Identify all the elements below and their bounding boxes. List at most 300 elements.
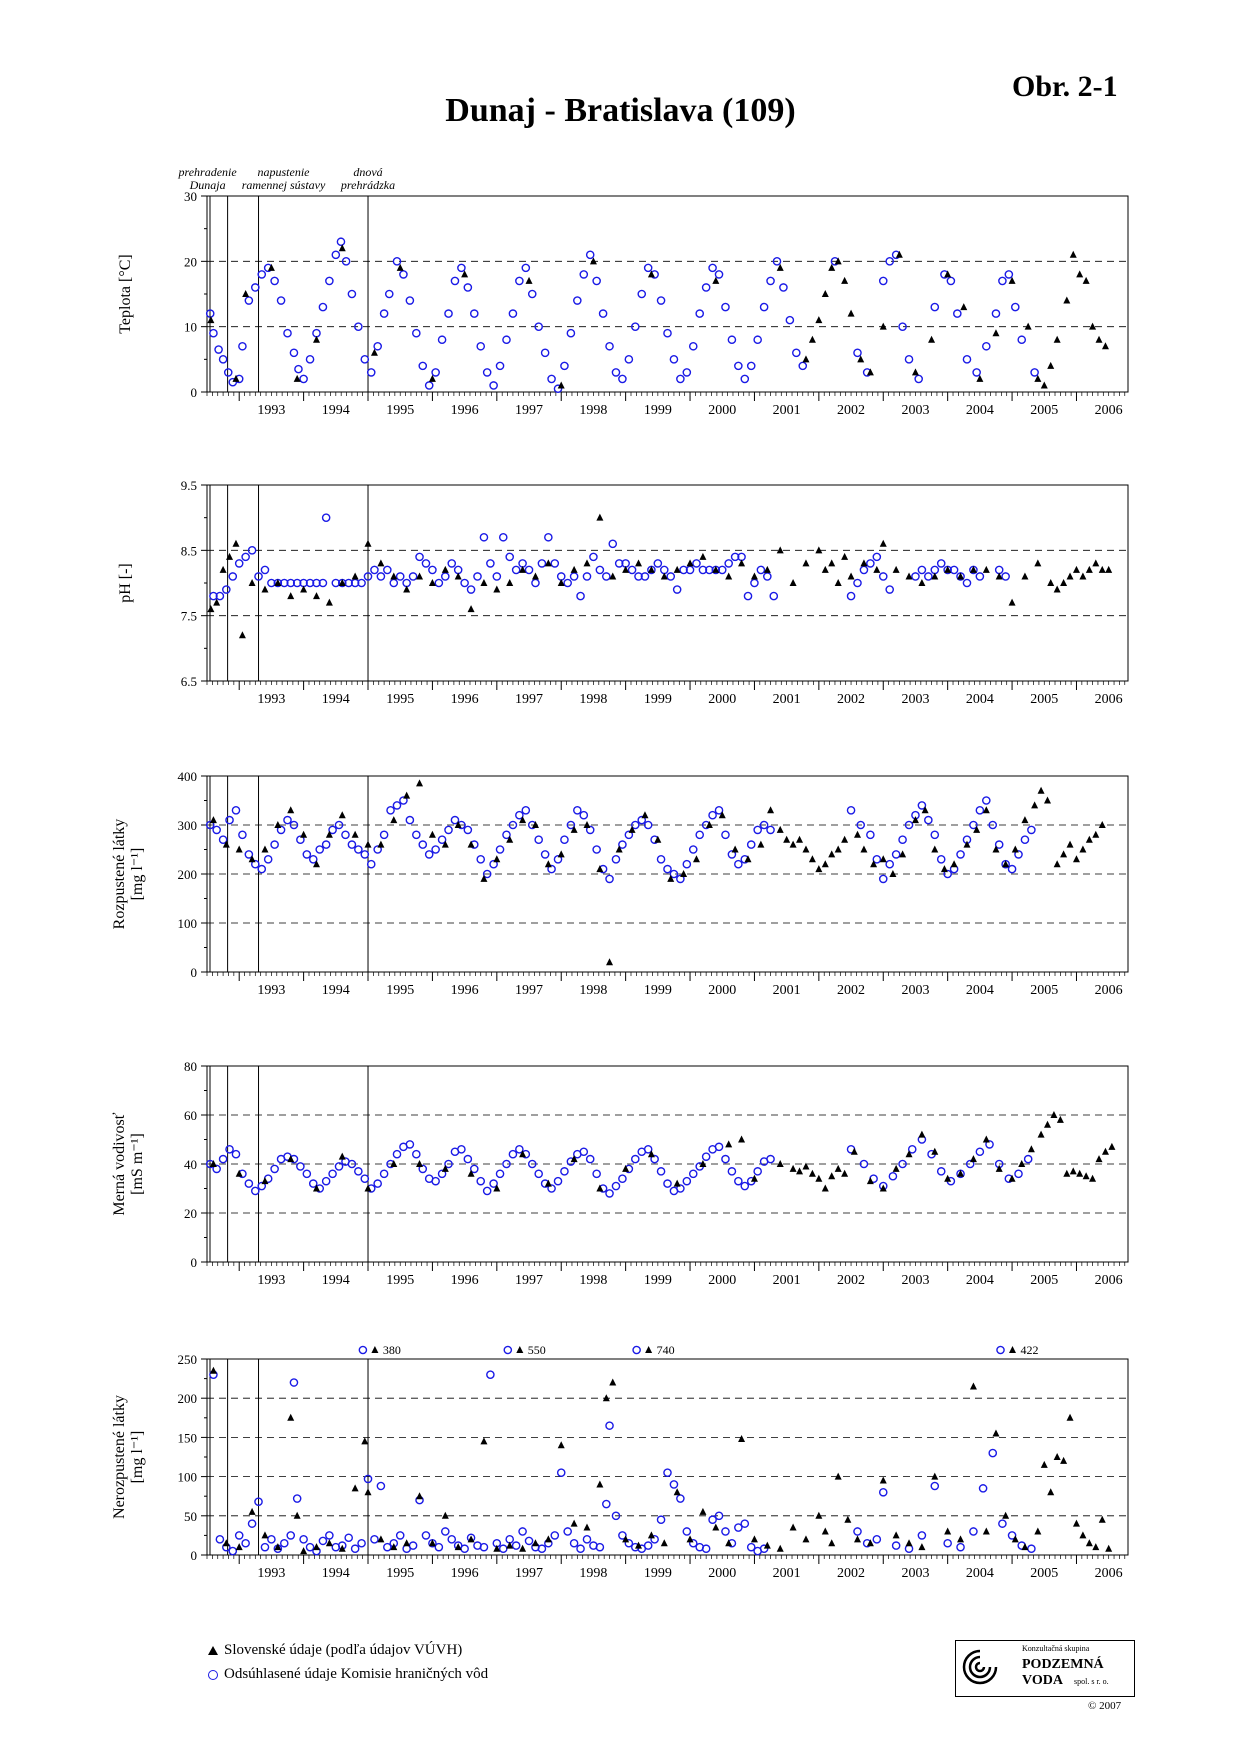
data-point-circle (261, 566, 268, 573)
data-point-circle (406, 297, 413, 304)
data-point-circle (561, 1168, 568, 1175)
x-tick-label: 1998 (579, 1273, 608, 1288)
data-point-circle (703, 1153, 710, 1160)
data-point-circle (248, 1520, 255, 1527)
data-point-triangle (1021, 572, 1028, 579)
x-tick-label: 2001 (772, 1273, 801, 1288)
data-point-circle (847, 807, 854, 814)
x-tick-label: 1999 (643, 692, 672, 707)
data-point-triangle (1047, 1488, 1054, 1495)
data-point-triangle (931, 846, 938, 853)
data-point-triangle (951, 860, 958, 867)
y-tick-label: 50 (184, 1508, 197, 1524)
data-point-triangle (468, 605, 475, 612)
data-point-circle (496, 362, 503, 369)
data-point-triangle (802, 355, 809, 362)
data-point-circle (220, 356, 227, 363)
data-point-circle (989, 1449, 996, 1456)
data-point-circle (226, 1146, 233, 1153)
data-point-circle (893, 1542, 900, 1549)
data-point-circle (223, 586, 230, 593)
data-point-circle (213, 826, 220, 833)
data-point-triangle (526, 277, 533, 284)
offscale-triangle (645, 1346, 652, 1353)
data-point-triangle (236, 846, 243, 853)
data-point-triangle (261, 1531, 268, 1538)
data-point-triangle (751, 572, 758, 579)
data-point-triangle (287, 592, 294, 599)
data-point-circle (393, 1151, 400, 1158)
data-point-triangle (242, 290, 249, 297)
data-point-circle (303, 1170, 310, 1177)
data-point-triangle (835, 846, 842, 853)
data-point-circle (438, 336, 445, 343)
offscale-label: 422 (1020, 1343, 1039, 1357)
data-point-circle (664, 1469, 671, 1476)
data-point-triangle (667, 875, 674, 882)
data-point-circle (709, 812, 716, 819)
data-point-triangle (815, 316, 822, 323)
data-point-circle (754, 826, 761, 833)
chart-panel-4 (111, 1059, 1128, 1288)
y-tick-label: 30 (184, 189, 197, 204)
data-point-triangle (777, 1160, 784, 1167)
data-point-triangle (1096, 1155, 1103, 1162)
y-tick-label: 60 (184, 1108, 197, 1123)
data-point-triangle (970, 1382, 977, 1389)
data-point-circle (261, 1544, 268, 1551)
data-point-circle (886, 586, 893, 593)
data-point-circle (535, 836, 542, 843)
data-point-circle (577, 1545, 584, 1552)
data-point-triangle (313, 860, 320, 867)
data-point-circle (1025, 1156, 1032, 1163)
data-point-triangle (545, 860, 552, 867)
offscale-label: 740 (656, 1343, 675, 1357)
data-point-circle (445, 310, 452, 317)
data-point-circle (429, 566, 436, 573)
data-point-circle (532, 579, 539, 586)
data-point-circle (561, 362, 568, 369)
data-point-triangle (390, 816, 397, 823)
data-point-triangle (815, 1512, 822, 1519)
data-point-triangle (1099, 821, 1106, 828)
data-point-triangle (352, 1484, 359, 1491)
y-tick-label: 40 (184, 1157, 197, 1172)
y-axis-label-line1: Merná vodivosť (111, 1112, 128, 1216)
data-point-circle (847, 592, 854, 599)
data-point-circle (345, 1534, 352, 1541)
data-point-triangle (738, 1136, 745, 1143)
data-point-circle (381, 310, 388, 317)
data-point-circle (1018, 336, 1025, 343)
x-tick-label: 2000 (708, 692, 737, 707)
data-point-circle (976, 1148, 983, 1155)
data-point-circle (268, 1536, 275, 1543)
data-point-circle (664, 330, 671, 337)
data-point-triangle (339, 1153, 346, 1160)
data-point-circle (277, 297, 284, 304)
data-point-triangle (480, 579, 487, 586)
data-point-circle (445, 826, 452, 833)
data-point-circle (580, 271, 587, 278)
data-point-triangle (809, 855, 816, 862)
data-point-circle (696, 310, 703, 317)
data-point-circle (757, 566, 764, 573)
y-tick-label: 400 (177, 769, 197, 784)
data-point-circle (258, 271, 265, 278)
data-point-circle (963, 579, 970, 586)
data-point-circle (938, 560, 945, 567)
data-point-triangle (442, 1512, 449, 1519)
data-point-circle (361, 356, 368, 363)
y-tick-label: 6.5 (180, 674, 197, 689)
data-point-triangle (918, 1131, 925, 1138)
x-tick-label: 2006 (1094, 1273, 1123, 1288)
data-point-circle (397, 1532, 404, 1539)
data-point-triangle (1054, 860, 1061, 867)
data-point-triangle (992, 846, 999, 853)
data-point-triangle (261, 846, 268, 853)
data-point-circle (603, 573, 610, 580)
data-point-circle (722, 303, 729, 310)
logo-mark-icon (960, 1647, 1000, 1687)
data-point-circle (416, 553, 423, 560)
data-point-circle (918, 566, 925, 573)
data-point-triangle (841, 277, 848, 284)
data-point-triangle (210, 1367, 217, 1374)
data-point-circle (477, 1178, 484, 1185)
data-point-triangle (1060, 1457, 1067, 1464)
data-point-triangle (616, 846, 623, 853)
data-point-triangle (822, 290, 829, 297)
data-point-circle (767, 1156, 774, 1163)
x-tick-label: 2004 (965, 1273, 994, 1288)
data-point-circle (925, 817, 932, 824)
data-point-triangle (835, 579, 842, 586)
data-point-circle (448, 1536, 455, 1543)
x-tick-label: 2004 (965, 1566, 994, 1581)
data-point-circle (252, 284, 259, 291)
x-tick-label: 2003 (901, 983, 930, 998)
data-point-triangle (1018, 1160, 1025, 1167)
data-point-circle (564, 579, 571, 586)
data-point-circle (493, 573, 500, 580)
data-point-circle (632, 1156, 639, 1163)
x-tick-label: 1997 (515, 1273, 544, 1288)
data-point-circle (571, 1540, 578, 1547)
data-point-triangle (893, 566, 900, 573)
chart-panel-3 (111, 769, 1128, 998)
data-point-triangle (596, 514, 603, 521)
x-tick-label: 2004 (965, 692, 994, 707)
data-point-triangle (493, 586, 500, 593)
data-point-circle (667, 573, 674, 580)
data-point-triangle (751, 1535, 758, 1542)
data-point-triangle (480, 1437, 487, 1444)
data-point-triangle (583, 821, 590, 828)
data-point-circle (992, 310, 999, 317)
plot-frame (207, 196, 1128, 392)
data-point-circle (661, 566, 668, 573)
data-point-triangle (802, 1162, 809, 1169)
y-tick-label: 100 (177, 916, 197, 931)
data-point-triangle (403, 1539, 410, 1546)
x-tick-label: 2003 (901, 403, 930, 418)
data-point-triangle (365, 1488, 372, 1495)
data-point-circle (386, 290, 393, 297)
data-point-circle (245, 297, 252, 304)
data-point-triangle (1105, 566, 1112, 573)
y-axis-label (111, 1395, 146, 1519)
data-point-circle (735, 362, 742, 369)
data-point-circle (329, 1170, 336, 1177)
data-point-circle (242, 553, 249, 560)
event-label-3: dnová (353, 165, 383, 179)
data-point-triangle (1070, 1167, 1077, 1174)
data-point-circle (319, 1537, 326, 1544)
data-point-circle (606, 875, 613, 882)
data-point-circle (419, 841, 426, 848)
data-point-circle (577, 592, 584, 599)
data-point-circle (764, 573, 771, 580)
data-point-triangle (854, 1535, 861, 1542)
copyright: © 2007 (1088, 1700, 1122, 1712)
data-point-circle (770, 592, 777, 599)
data-point-circle (767, 277, 774, 284)
event-label-1: prehradenie (178, 165, 237, 179)
data-point-circle (683, 861, 690, 868)
x-tick-label: 2006 (1094, 403, 1123, 418)
data-point-circle (374, 1180, 381, 1187)
data-point-triangle (983, 1527, 990, 1534)
data-point-triangle (300, 586, 307, 593)
data-point-triangle (851, 1148, 858, 1155)
data-point-circle (290, 1379, 297, 1386)
data-point-circle (571, 573, 578, 580)
data-point-circle (596, 566, 603, 573)
data-point-triangle (790, 1165, 797, 1172)
data-point-circle (580, 1148, 587, 1155)
data-point-circle (1012, 303, 1019, 310)
data-point-circle (313, 330, 320, 337)
x-tick-label: 1995 (386, 692, 415, 707)
data-point-circle (587, 1156, 594, 1163)
data-point-triangle (841, 836, 848, 843)
data-point-circle (542, 851, 549, 858)
x-tick-label: 1998 (579, 983, 608, 998)
data-point-circle (944, 1540, 951, 1547)
data-point-triangle (1108, 1143, 1115, 1150)
data-point-circle (442, 1528, 449, 1535)
data-point-circle (867, 831, 874, 838)
x-tick-label: 1999 (643, 1566, 672, 1581)
data-point-triangle (860, 846, 867, 853)
data-point-triangle (1041, 1461, 1048, 1468)
data-point-circle (355, 846, 362, 853)
data-point-circle (413, 1151, 420, 1158)
data-point-circle (500, 534, 507, 541)
data-point-circle (587, 251, 594, 258)
data-point-triangle (674, 1488, 681, 1495)
data-point-circle (245, 1180, 252, 1187)
y-tick-label: 10 (184, 319, 197, 335)
chart-panel-1 (117, 189, 1128, 418)
data-point-circle (403, 579, 410, 586)
data-point-circle (381, 831, 388, 838)
data-point-triangle (699, 1508, 706, 1515)
data-point-triangle (377, 559, 384, 566)
data-point-triangle (822, 860, 829, 867)
data-point-circle (220, 1156, 227, 1163)
x-tick-label: 2001 (772, 692, 801, 707)
offscale-triangle (516, 1346, 523, 1353)
data-point-triangle (1076, 1170, 1083, 1177)
data-point-triangle (365, 841, 372, 848)
data-point-triangle (1067, 1414, 1074, 1421)
data-point-triangle (941, 865, 948, 872)
data-point-circle (432, 369, 439, 376)
x-tick-label: 1998 (579, 692, 608, 707)
data-point-circle (477, 856, 484, 863)
x-tick-label: 2005 (1030, 1273, 1059, 1288)
data-point-triangle (480, 875, 487, 882)
y-tick-label: 80 (184, 1059, 197, 1074)
data-point-triangle (455, 1543, 462, 1550)
data-point-triangle (261, 586, 268, 593)
data-point-circle (999, 1520, 1006, 1527)
data-point-triangle (1092, 559, 1099, 566)
x-tick-label: 2005 (1030, 692, 1059, 707)
data-point-circle (912, 573, 919, 580)
data-point-triangle (802, 846, 809, 853)
data-point-circle (516, 277, 523, 284)
data-point-circle (664, 1180, 671, 1187)
data-point-circle (983, 797, 990, 804)
data-point-triangle (571, 826, 578, 833)
data-point-circle (477, 343, 484, 350)
data-point-circle (612, 369, 619, 376)
x-tick-label: 2006 (1094, 1566, 1123, 1581)
data-point-circle (226, 817, 233, 824)
data-point-triangle (1050, 1111, 1057, 1118)
data-point-circle (426, 851, 433, 858)
data-point-circle (722, 831, 729, 838)
data-point-circle (880, 277, 887, 284)
data-point-triangle (442, 841, 449, 848)
data-point-triangle (641, 811, 648, 818)
data-point-circle (551, 560, 558, 567)
data-point-triangle (532, 572, 539, 579)
data-point-circle (529, 290, 536, 297)
offscale-label: 380 (382, 1343, 401, 1357)
data-point-circle (323, 514, 330, 521)
data-point-triangle (738, 559, 745, 566)
data-point-triangle (1092, 831, 1099, 838)
data-point-triangle (906, 1539, 913, 1546)
data-point-circle (625, 356, 632, 363)
data-point-triangle (361, 1437, 368, 1444)
data-point-circle (931, 303, 938, 310)
data-point-triangle (828, 559, 835, 566)
data-point-circle (722, 1156, 729, 1163)
x-tick-label: 1996 (450, 983, 479, 998)
data-point-triangle (973, 826, 980, 833)
data-point-triangle (983, 1136, 990, 1143)
plot-frame (207, 1359, 1128, 1555)
data-point-triangle (1038, 787, 1045, 794)
data-point-circle (741, 1520, 748, 1527)
data-point-circle (683, 1528, 690, 1535)
x-tick-label: 1996 (450, 1566, 479, 1581)
data-point-circle (522, 807, 529, 814)
data-point-circle (703, 284, 710, 291)
data-point-circle (519, 560, 526, 567)
data-point-triangle (1099, 566, 1106, 573)
data-point-triangle (1083, 1172, 1090, 1179)
data-point-circle (564, 1528, 571, 1535)
data-point-circle (603, 1500, 610, 1507)
data-point-circle (938, 856, 945, 863)
y-tick-label: 100 (177, 1469, 197, 1485)
data-point-circle (657, 1168, 664, 1175)
data-point-circle (638, 290, 645, 297)
data-point-circle (271, 1165, 278, 1172)
data-point-triangle (571, 1520, 578, 1527)
data-point-circle (645, 1542, 652, 1549)
data-point-circle (542, 349, 549, 356)
x-tick-label: 1993 (257, 692, 286, 707)
data-point-circle (519, 1528, 526, 1535)
y-tick-label: 9.5 (180, 478, 197, 493)
y-tick-label: 200 (177, 867, 197, 882)
data-point-triangle (738, 1435, 745, 1442)
data-point-circle (606, 1190, 613, 1197)
data-point-triangle (983, 566, 990, 573)
data-point-triangle (1086, 1539, 1093, 1546)
data-point-circle (522, 264, 529, 271)
data-point-circle (915, 375, 922, 382)
data-point-triangle (1034, 1527, 1041, 1534)
data-point-triangle (416, 1160, 423, 1167)
data-point-triangle (867, 1177, 874, 1184)
data-point-triangle (802, 1535, 809, 1542)
data-point-triangle (1044, 1121, 1051, 1128)
data-point-circle (409, 1542, 416, 1549)
offscale-circle (633, 1346, 640, 1353)
data-point-triangle (468, 1170, 475, 1177)
data-point-triangle (870, 860, 877, 867)
triangle-marker-icon (208, 1646, 218, 1655)
x-tick-label: 1994 (321, 1273, 350, 1288)
data-point-circle (918, 1532, 925, 1539)
data-point-triangle (493, 855, 500, 862)
data-point-triangle (809, 336, 816, 343)
data-point-circle (422, 560, 429, 567)
data-point-triangle (848, 310, 855, 317)
data-point-circle (368, 369, 375, 376)
data-point-circle (464, 284, 471, 291)
data-point-circle (561, 836, 568, 843)
data-point-circle (316, 846, 323, 853)
data-point-circle (664, 866, 671, 873)
x-tick-label: 2000 (708, 983, 737, 998)
data-point-circle (973, 369, 980, 376)
data-point-circle (728, 336, 735, 343)
data-point-circle (371, 566, 378, 573)
data-point-circle (461, 1545, 468, 1552)
data-point-triangle (1067, 841, 1074, 848)
